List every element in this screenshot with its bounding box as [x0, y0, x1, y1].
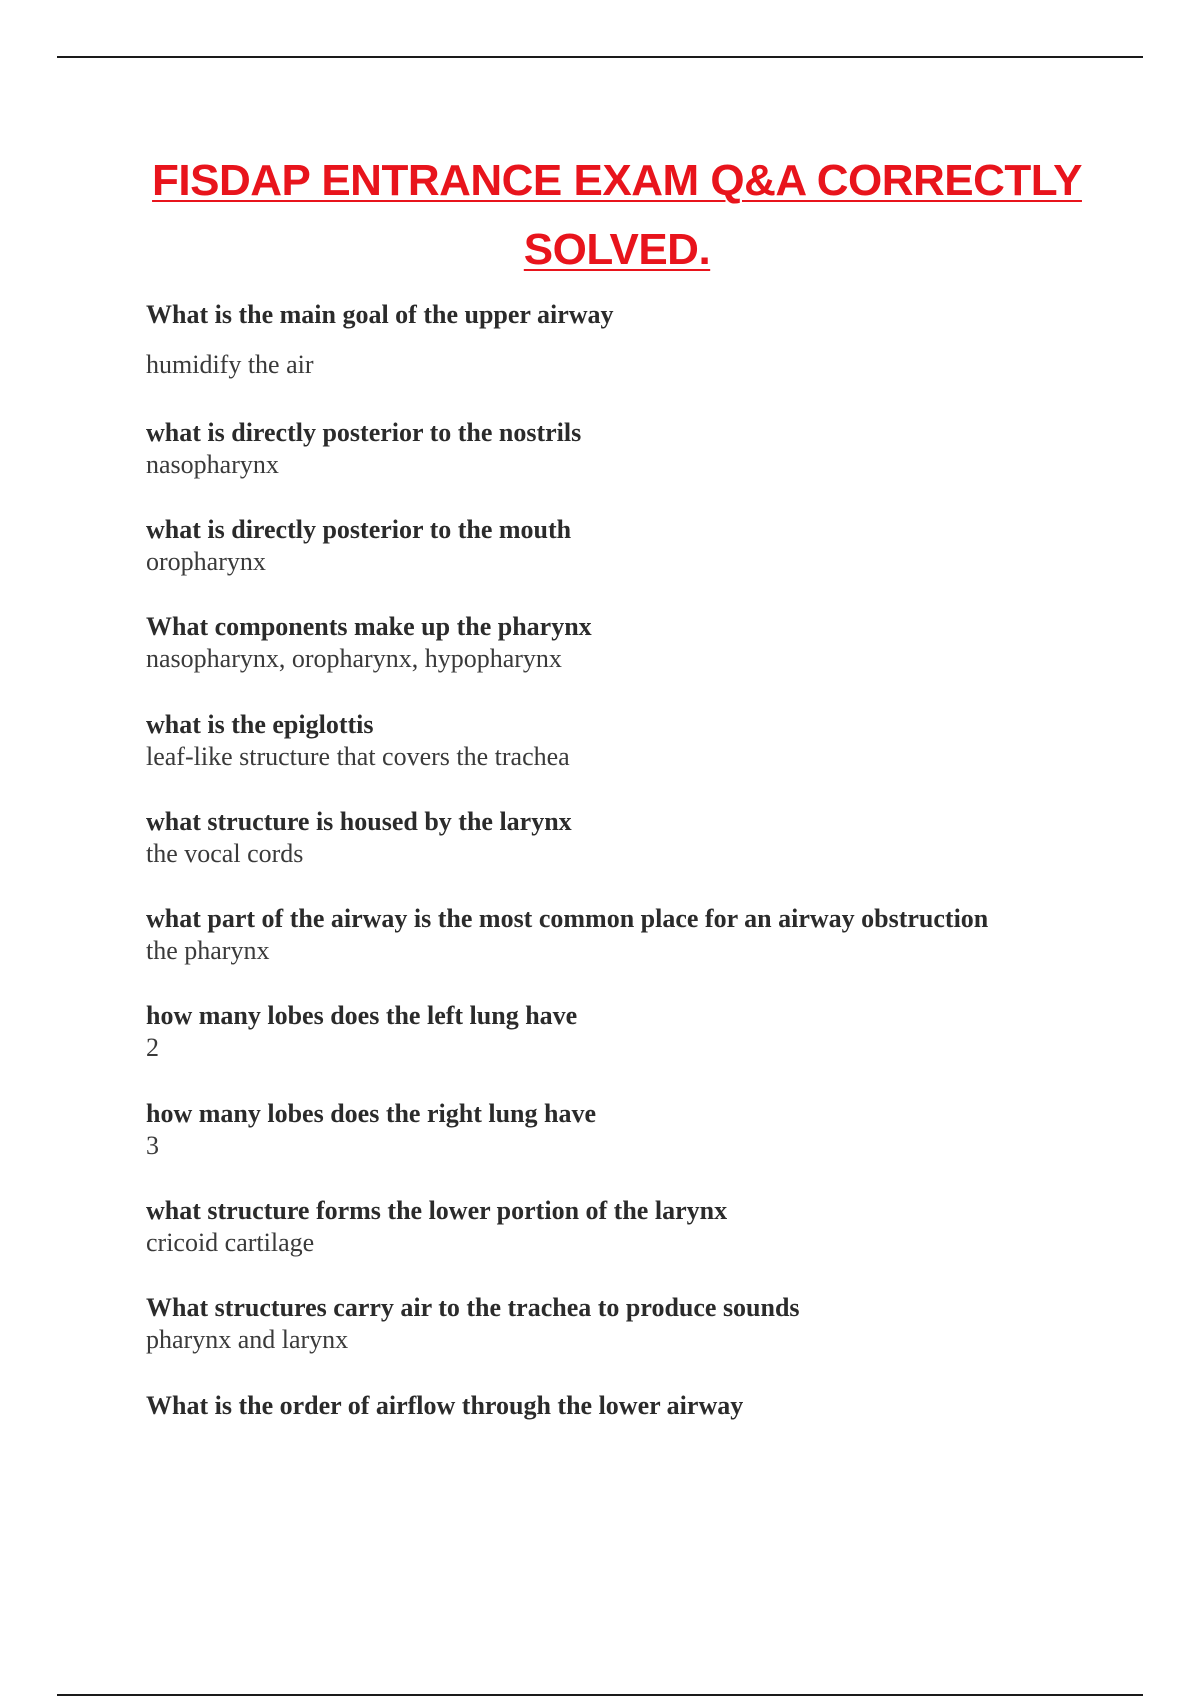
answer: cricoid cartilage — [146, 1228, 315, 1257]
qa-item-12 — [146, 1390, 1160, 1422]
question: what is the epiglottis — [146, 710, 374, 739]
qa-item-6 — [146, 806, 1160, 870]
question: how many lobes does the left lung have — [146, 1001, 578, 1030]
answer: nasopharynx, oropharynx, hypopharynx — [146, 644, 562, 673]
qa-item-7 — [146, 903, 1160, 967]
qa-item-1 — [146, 299, 1160, 381]
qa-item-11 — [146, 1292, 1160, 1356]
qa-item-8 — [146, 1000, 1160, 1064]
question: What is the main goal of the upper airway — [146, 300, 614, 329]
answer: leaf-like structure that covers the trachea — [146, 742, 570, 771]
bottom-rule — [57, 1694, 1143, 1696]
answer: the pharynx — [146, 936, 270, 965]
question: What is the order of airflow through the lower airway — [146, 1391, 744, 1420]
top-rule — [57, 56, 1143, 58]
qa-item-4 — [146, 611, 1160, 675]
qa-item-10 — [146, 1195, 1160, 1259]
document-title — [0, 146, 1200, 284]
title-line-2: SOLVED. — [523, 225, 711, 274]
qa-item-2 — [146, 417, 1160, 481]
answer: humidify the air — [146, 350, 314, 379]
answer: pharynx and larynx — [146, 1325, 349, 1354]
question: What components make up the pharynx — [146, 612, 592, 641]
qa-item-5 — [146, 709, 1160, 773]
answer: 3 — [146, 1131, 159, 1160]
question: what structure is housed by the larynx — [146, 807, 572, 836]
answer: 2 — [146, 1033, 159, 1062]
question: what is directly posterior to the nostrils — [146, 418, 582, 447]
title-line-1: FISDAP ENTRANCE EXAM Q&A CORRECTLY — [152, 156, 1082, 205]
question: what is directly posterior to the mouth — [146, 515, 572, 544]
qa-item-9 — [146, 1098, 1160, 1162]
question: what structure forms the lower portion of the larynx — [146, 1196, 728, 1225]
question: What structures carry air to the trachea to produce sounds — [146, 1293, 800, 1322]
answer: oropharynx — [146, 547, 266, 576]
question: what part of the airway is the most common place for an airway obstruction — [146, 904, 989, 933]
question: how many lobes does the right lung have — [146, 1099, 596, 1128]
answer: nasopharynx — [146, 450, 279, 479]
answer: the vocal cords — [146, 839, 304, 868]
qa-item-3 — [146, 514, 1160, 578]
